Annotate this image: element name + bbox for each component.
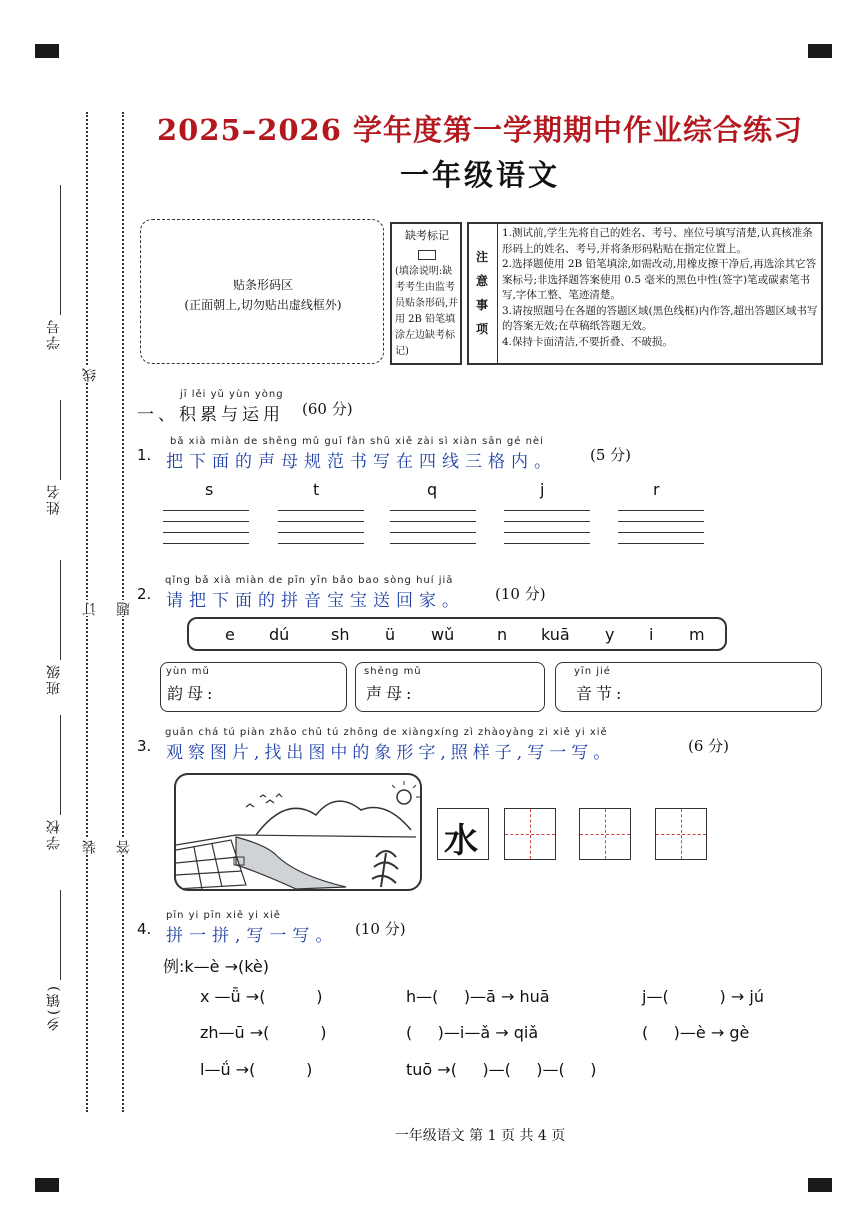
town-field-line [60, 890, 61, 980]
q3-example-cell [437, 808, 489, 860]
q2-pinyin-strip [187, 617, 727, 651]
notice-item-2: 2.选择题使用 2B 铅笔填涂,如需改动,用橡皮擦干净后,再选涂其它答案标号;非选择题答案使用 0.5 毫米的黑色中性(签字)笔或碳素笔书写,字体工整、笔迹清楚。 [502, 258, 817, 301]
q3-pinyin: guān chá tú piàn zhǎo chū tú zhōng de xiàngxíng zì zhàoyàng zi xiě yi xiě [165, 727, 608, 738]
q3-answer-cell-3[interactable] [655, 808, 707, 860]
q4-number: 4. [137, 920, 152, 938]
q2-pinyin: qǐng bǎ xià miàn de pīn yīn bǎo bao sòng huí jiā [165, 575, 454, 586]
q4-pinyin: pīn yi pīn xiě yi xiě [166, 910, 281, 921]
q1-letter-q: q [427, 480, 438, 499]
q2-bin-finals-label: 韵母: [167, 684, 217, 703]
q2-item-du: dú [269, 625, 290, 644]
absent-mark-bubble[interactable] [418, 250, 436, 260]
q3-answer-cell-2[interactable] [579, 808, 631, 860]
q3-example-char: 水 [444, 821, 478, 861]
absent-mark-box [390, 222, 462, 365]
q2-item-sh: sh [331, 625, 350, 644]
school-label: 学校 [46, 818, 62, 850]
q2-number: 2. [137, 585, 152, 603]
q3-number: 3. [137, 737, 152, 755]
name-field-line [60, 400, 61, 480]
school-field-line [60, 715, 61, 815]
section1-title: 一、积累与运用 [137, 405, 284, 425]
notice-label-3: 事 [476, 298, 489, 312]
section1-pinyin: jī lěi yǔ yùn yòng [180, 389, 284, 400]
section1-score: (60 分) [302, 400, 353, 418]
q1-pinyin: bǎ xià miàn de shēng mǔ guī fàn shū xiě zài sì xiàn sān gé nèi [170, 436, 544, 447]
q1-writing-lines-2[interactable] [278, 510, 364, 554]
q4-row1-item3[interactable]: j—( ) → jú [642, 987, 764, 1006]
seal-word-pack: 装 [82, 838, 98, 854]
q2-bin-finals-pinyin: yùn mǔ [166, 666, 210, 677]
q2-bin-syllables[interactable] [555, 662, 822, 712]
student-no-label: 学号 [46, 318, 62, 350]
seal-word-bind: 订 [82, 600, 98, 616]
q1-writing-lines-4[interactable] [504, 510, 590, 554]
town-label: 乡(镇) [46, 984, 62, 1031]
q2-item-kua: kuā [541, 625, 570, 644]
q3-score: (6 分) [688, 737, 730, 755]
q2-item-n: n [497, 625, 508, 644]
q4-row3-item2[interactable]: tuō →( )—( )—( ) [406, 1060, 597, 1079]
notice-item-1: 1.测试前,学生先将自己的姓名、考号、座位号填写清楚,认真核准条形码上的姓名、考号,并将条形码粘贴在指定位置上。 [502, 227, 813, 255]
q4-row2-item1[interactable]: zh—ū →( ) [200, 1023, 327, 1042]
q2-bin-syllables-pinyin: yīn jié [574, 666, 611, 677]
q1-writing-lines-1[interactable] [163, 510, 249, 554]
notice-label-2: 意 [476, 274, 489, 288]
q1-letter-s: s [205, 480, 214, 499]
q4-row1-item1[interactable]: x —ǖ →( ) [200, 987, 323, 1006]
class-label: 班级 [46, 663, 62, 695]
q2-text: 请把下面的拼音宝宝送回家。 [166, 591, 465, 611]
seal-word-line: 线 [82, 366, 98, 382]
q4-row2-item2[interactable]: ( )—i—ǎ → qiǎ [406, 1023, 539, 1042]
q1-writing-lines-3[interactable] [390, 510, 476, 554]
q1-letter-j: j [540, 480, 545, 499]
q2-item-m: m [689, 625, 705, 644]
q2-item-wu: wǔ [431, 625, 455, 644]
q1-score: (5 分) [590, 446, 632, 464]
q2-item-u-umlaut: ü [385, 625, 396, 644]
barcode-note: (正面朝上,切勿贴出虚线框外) [184, 298, 342, 312]
q2-bin-initials-label: 声母: [366, 684, 416, 703]
q2-bin-initials[interactable] [355, 662, 545, 712]
q3-landscape-picture [174, 773, 422, 891]
barcode-area [140, 219, 384, 364]
page-footer: 一年级语文 第 1 页 共 4 页 [394, 1128, 566, 1144]
notice-text [502, 226, 820, 350]
notice-item-3: 3.请按照题号在各题的答题区域(黑色线框)内作答,超出答题区域书写的答案无效;在草稿纸答题无效。 [502, 304, 818, 332]
class-field-line [60, 560, 61, 660]
q3-answer-cell-1[interactable] [504, 808, 556, 860]
q1-number: 1. [137, 446, 152, 464]
q2-bin-finals[interactable] [160, 662, 347, 712]
q1-text: 把下面的声母规范书写在四线三格内。 [166, 452, 557, 472]
q2-score: (10 分) [495, 585, 546, 603]
notice-item-4: 4.保持卡面清洁,不要折叠、不破损。 [502, 335, 673, 348]
seal-word-answer: 答 [116, 838, 132, 854]
seal-word-question: 题 [116, 600, 132, 616]
page-title: 2025–2026 学年度第一学期期中作业综合练习 [156, 113, 804, 147]
q1-writing-lines-5[interactable] [618, 510, 704, 554]
q4-example: 例:k—è →(kè) [163, 957, 270, 976]
q4-row2-item3[interactable]: ( )—è → gè [642, 1023, 750, 1042]
absent-mark-title: 缺考标记 [405, 229, 449, 242]
page-subtitle: 一年级语文 [399, 158, 560, 192]
q2-bin-initials-pinyin: shēng mǔ [364, 666, 422, 677]
notice-label-column [469, 224, 498, 363]
registration-mark-top-right [808, 44, 832, 58]
name-label: 姓名 [46, 483, 62, 515]
registration-mark-bottom-right [808, 1178, 832, 1192]
q1-letter-t: t [313, 480, 320, 499]
q2-bin-syllables-label: 音节: [576, 684, 626, 703]
q2-item-y: y [605, 625, 615, 644]
student-no-field-line [60, 185, 61, 315]
q2-item-e: e [225, 625, 235, 644]
q4-row1-item2[interactable]: h—( )—ā → huā [406, 987, 550, 1006]
notice-label-4: 项 [476, 322, 489, 336]
landscape-illustration [176, 775, 420, 889]
q4-score: (10 分) [355, 920, 406, 938]
registration-mark-bottom-left [35, 1178, 59, 1192]
q3-text: 观察图片,找出图中的象形字,照样子,写一写。 [166, 743, 616, 763]
barcode-label: 贴条形码区 [232, 278, 293, 292]
q4-text: 拼一拼,写一写。 [166, 926, 339, 946]
registration-mark-top-left [35, 44, 59, 58]
notice-box [467, 222, 823, 365]
q1-letter-r: r [653, 480, 660, 499]
absent-mark-note: (填涂说明:缺考考生由监考员贴条形码,并用 2B 铅笔填涂左边缺考标记) [395, 266, 459, 357]
q2-item-i: i [649, 625, 654, 644]
q4-row3-item1[interactable]: l—ǘ →( ) [200, 1060, 313, 1079]
notice-label-1: 注 [476, 250, 489, 264]
